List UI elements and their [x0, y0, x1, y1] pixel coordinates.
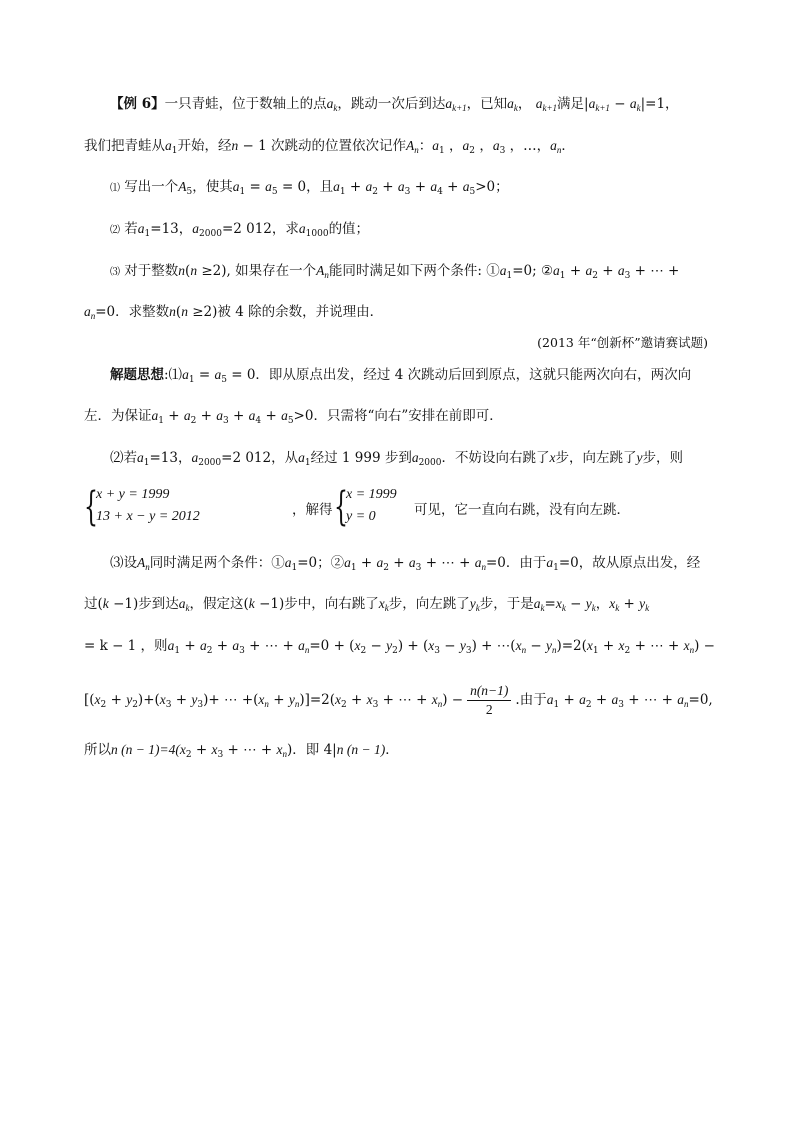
text: ) − [694, 638, 715, 654]
question-1: ⑴ 写出一个$A_5$，使其$a_1 = a_5 = 0$，且$a_1 + a_2 + a_3 + a_4 + a_5>0$； [110, 179, 509, 197]
solution-p4: 所以n $(n - 1)=4(x_2 + x_3$ + ⋯ + $x_n$)．即 4|n (n − 1)． [84, 742, 399, 760]
text: =0 + ( [309, 638, 355, 654]
text: =0．由于 [485, 555, 547, 571]
text: − 1 次跳动的位置依次记作 [238, 138, 407, 154]
text: ，且 [306, 179, 334, 195]
text: |=1， [640, 96, 679, 112]
solution-p3-line3: = k − 1 ，则$a_1 + a_2 + a_3$ + ⋯ + $a_n=0 + (x_2 - y_2) + (x_3 - y_3)$ + $\cdots(x_n - y_n)=2(x_1 + x_2$ + ⋯ + $x_n$) − [84, 638, 715, 656]
text: 写出一个 [124, 179, 179, 195]
text: 开始，经 [177, 138, 232, 154]
brace-icon: { [84, 484, 98, 530]
text: 我们把青蛙从 [84, 138, 165, 154]
solution-p1-cont: 左．为保证$a_1 + a_2 + a_3 + a_4 + a_5>0$．只需将“向右”安排在前即可． [84, 408, 503, 426]
var-n: n [231, 138, 239, 153]
text: =13， [149, 450, 192, 466]
text: 左．为保证 [84, 408, 152, 424]
text: )=2( [556, 638, 587, 654]
system2-line1: x = 1999 [346, 487, 397, 502]
text: 若 [124, 221, 138, 237]
text: =0，故从原点出发，经 [558, 555, 701, 571]
text: ⑶设 [110, 555, 137, 571]
text: ． [561, 138, 575, 154]
fraction-denominator: 2 [485, 702, 493, 717]
system1-line2: 13 + x − y = 2012 [96, 509, 200, 524]
example-line-2: 我们把青蛙从$a_1$开始，经n − 1 次跳动的位置依次记作$A_n$：$a_1$ ，$a_2$ ，$a_3$ ，…，$a_n$． [84, 138, 575, 156]
solution-label: 解题思想 [110, 367, 164, 383]
text: ) + ⋯( [471, 638, 516, 654]
text: 步，则 [642, 450, 683, 466]
text: )+( [137, 692, 160, 708]
example-line-1: 【例 6】一只青蛙，位于数轴上的点$a_k$，跳动一次后到达$a_{k+1}$，已知$a_k$， $a_{k+1}$满足$|a_{k+1} - a_k|=1$， [110, 96, 679, 113]
text: ) + ( [397, 638, 429, 654]
brace-icon: { [334, 484, 348, 530]
text: ≥2), 如果存在一个 [201, 263, 317, 279]
text: 步到达 [138, 596, 179, 612]
text: =0．求整数 [95, 304, 170, 320]
equation-systems [84, 485, 724, 531]
q-number: ⑵ [110, 225, 120, 236]
example-label: 【例 6】 [110, 96, 165, 112]
text: )]=2( [299, 692, 336, 708]
text: 步，于是 [479, 596, 534, 612]
expr: n (n − 1)=4( [111, 742, 180, 757]
fraction [467, 682, 511, 719]
text: ⑵若 [110, 450, 137, 466]
text: ，已知 [466, 96, 508, 112]
text: ，跳动一次后到达 [337, 96, 446, 112]
text: 同时满足两个条件：① [149, 555, 285, 571]
text: =13， [150, 221, 193, 237]
text: =2 012，从 [221, 450, 299, 466]
text: ．即从原点出发，经过 4 次跳动后回到原点，这就只能两次向右，两次向 [255, 367, 692, 383]
text: =2 012，求 [221, 221, 299, 237]
text: .由于 [515, 692, 547, 708]
text: =0；② [297, 555, 345, 571]
text: 步，向左跳了 [388, 596, 470, 612]
text: 步中，向右跳了 [284, 596, 379, 612]
expr: n (n − 1) [336, 742, 386, 757]
text: ， [595, 596, 610, 612]
text: ) − [442, 692, 464, 708]
text: ，使其 [192, 179, 233, 195]
text: :⑴ [164, 367, 183, 383]
text: )．即 4| [287, 742, 337, 758]
fraction-numerator: n(n−1) [467, 682, 511, 701]
question-3-cont: $a_n=0$．求整数n(n ≥2)被 4 除的余数，并说理由． [84, 304, 384, 321]
text: ，…， [509, 138, 551, 154]
solution-p3-line2: 过(k −1)步到达$a_k$，假定这(k −1)步中，向右跳了$x_k$步，向左跳了$y_k$步，于是$a_k=x_k - y_k$，$x_k + y_k$ [84, 596, 650, 613]
text: 满足| [557, 96, 589, 112]
text: ，假定这( [189, 596, 249, 612]
text: [( [84, 692, 95, 708]
text: 能同时满足如下两个条件: ① [328, 263, 500, 279]
text: =0; ② [512, 263, 554, 279]
text: 对于整数 [124, 263, 179, 279]
solution-p3-line4: [$(x_2 + y_2)+(x_3 + y_3)+$ ⋯ $+(x_n + y_n)]=2(x_2 + x_3$ + ⋯ + $x_n$) − $\frac{n(n-1)}{2}$ .由于$a_1 + a_2 + a_3$ + ⋯ + $a_n=0$, [84, 683, 713, 717]
source-citation: (2013 年“创新杯”邀请赛试题) [537, 335, 708, 350]
text: ( [185, 263, 191, 279]
system2-line2: y = 0 [346, 509, 376, 524]
text: ．不妨设向右跳了 [441, 450, 550, 466]
solution-p3: ⑶设$A_n$同时满足两个条件：$①a_1=0$；$②a_1 + a_2 + a_3$ + ⋯ + $a_n=0$．由于$a_1=0$，故从原点出发，经 [110, 555, 701, 573]
conclusion-text: 可见，它一直向右跳，没有向左跳． [414, 502, 630, 518]
text: 一只青蛙，位于数轴上的点 [164, 96, 327, 112]
solution-p2: ⑵若$a_1=13$，$a_{2000}=2$ 012，从$a_1$经过 1 999 步到$a_{2000}$．不妨设向右跳了x步，向左跳了y步，则 [110, 450, 683, 468]
text: ( [175, 304, 182, 320]
text: >0； [475, 179, 509, 195]
text: )+ ⋯ +( [203, 692, 259, 708]
text: >0．只需将“向右”安排在前即可． [293, 408, 503, 424]
text: 所以 [84, 742, 111, 758]
text: = [544, 596, 556, 612]
solution-p1: 解题思想$:⑴a_1 = a_5 = 0$．即从原点出发，经过 4 次跳动后回到原点，这就只能两次向右，两次向 [110, 367, 692, 385]
solve-text: ，解得 [292, 502, 333, 518]
text: 经过 1 999 步到 [310, 450, 412, 466]
text: ： [418, 138, 433, 154]
system1-line1: x + y = 1999 [96, 487, 170, 502]
text: 过( [84, 596, 103, 612]
text: ≥2)被 4 除的余数，并说理由． [192, 304, 384, 320]
q-number: ⑶ [110, 267, 120, 278]
text: 步，向左跳了 [555, 450, 637, 466]
text: + ⋯ + [630, 263, 680, 279]
text: =0, [688, 692, 713, 708]
question-3: ⑶ 对于整数n(n ≥2), 如果存在一个$A_n$能同时满足如下两个条件: $①a_1=0$; $②a_1 + a_2 + a_3$ + ⋯ + [110, 263, 680, 281]
q-number: ⑴ [110, 183, 120, 194]
text: = k − 1 ，则 [84, 638, 168, 654]
question-2: ⑵ 若$a_1=13$，$a_{2000}=2$ 012，求$a_{1000}$的值； [110, 221, 370, 239]
text: ． [385, 742, 399, 758]
text: 的值； [328, 221, 370, 237]
